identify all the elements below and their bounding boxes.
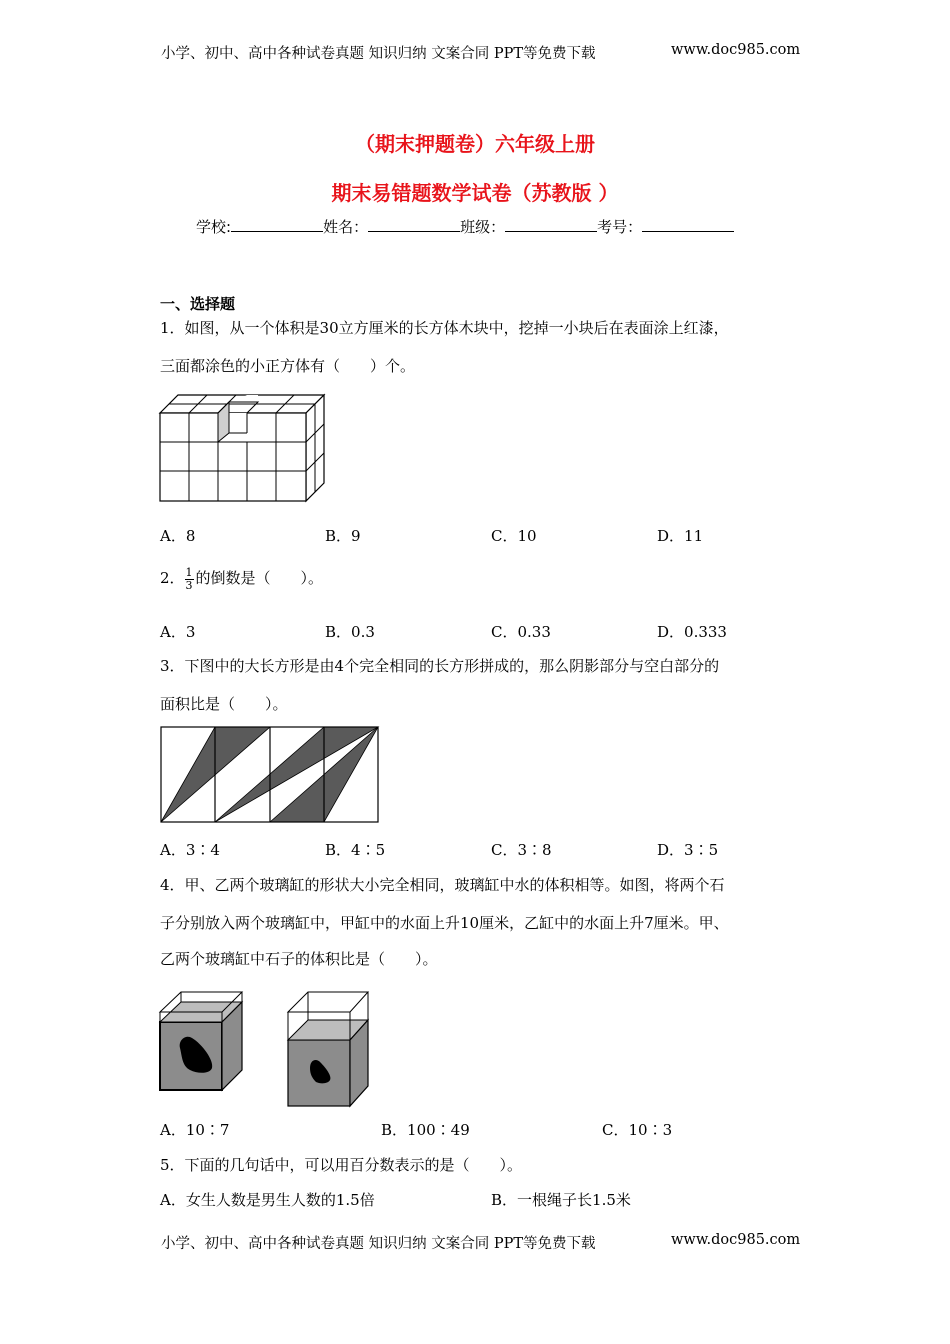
q3-option-c[interactable]: C．3∶8 <box>491 841 552 859</box>
q5-option-a[interactable]: A．女生人数是男生人数的1.5倍 <box>160 1191 375 1209</box>
q2-option-d[interactable]: D．0.333 <box>657 623 727 641</box>
q2-option-b[interactable]: B．0.3 <box>325 623 375 641</box>
q2-prefix: 2． <box>160 569 185 587</box>
q1-option-b[interactable]: B．9 <box>325 527 361 545</box>
header-text: 小学、初中、高中各种试卷真题 知识归纳 文案合同 PPT等免费下载 <box>161 46 596 62</box>
q4-option-b[interactable]: B．100∶49 <box>381 1121 470 1139</box>
q2-fraction <box>185 567 194 592</box>
q3-option-b[interactable]: B．4∶5 <box>325 841 386 859</box>
q3-option-a[interactable]: A．3∶4 <box>160 841 220 859</box>
q2-option-a[interactable]: A．3 <box>160 623 196 641</box>
number-blank[interactable] <box>642 217 734 232</box>
q4-tank-jia-figure <box>158 990 248 1094</box>
q4-option-c[interactable]: C．10∶3 <box>602 1121 673 1139</box>
q5-option-b[interactable]: B．一根绳子长1.5米 <box>491 1191 631 1209</box>
q4-text-line-3: 乙两个玻璃缸中石子的体积比是（ ）。 <box>160 950 438 968</box>
q1-text-line-1: 1．如图，从一个体积是30立方厘米的长方体木块中，挖掉一小块后在表面涂上红漆， <box>160 319 729 337</box>
q2-fraction-numerator: 1 <box>185 565 193 579</box>
name-label: 姓名： <box>323 218 369 236</box>
header-site[interactable]: www.doc985.com <box>671 42 801 58</box>
title-line-1: （期末押题卷）六年级上册 <box>355 132 595 156</box>
q2-text <box>160 563 323 593</box>
q1-option-a[interactable]: A．8 <box>160 527 196 545</box>
q3-text-line-2: 面积比是（ ）。 <box>160 695 288 713</box>
q2-option-c[interactable]: C．0.33 <box>491 623 551 641</box>
student-info-line <box>196 216 734 237</box>
q3-rectangle-figure <box>161 727 380 823</box>
q2-suffix: 的倒数是（ ）。 <box>195 569 324 587</box>
title-line-2: 期末易错题数学试卷（苏教版 ） <box>331 181 619 205</box>
q4-text-line-2: 子分别放入两个玻璃缸中，甲缸中的水面上升10厘米，乙缸中的水面上升7厘米。甲、 <box>160 914 729 932</box>
q1-option-d[interactable]: D．11 <box>657 527 704 545</box>
section-heading: 一、选择题 <box>160 295 236 313</box>
q1-text-line-2: 三面都涂色的小正方体有（ ）个。 <box>160 357 416 375</box>
q3-option-d[interactable]: D．3∶5 <box>657 841 719 859</box>
q1-cuboid-figure <box>158 393 328 505</box>
q5-text-line-1: 5．下面的几句话中，可以用百分数表示的是（ ）。 <box>160 1156 523 1174</box>
q3-text-line-1: 3．下图中的大长方形是由4个完全相同的长方形拼成的，那么阴影部分与空白部分的 <box>160 657 720 675</box>
name-blank[interactable] <box>368 217 460 232</box>
q4-option-a[interactable]: A．10∶7 <box>160 1121 230 1139</box>
school-label: 学校: <box>196 218 232 236</box>
q1-option-c[interactable]: C．10 <box>491 527 537 545</box>
class-blank[interactable] <box>505 217 597 232</box>
q4-tank-yi-figure <box>286 990 372 1120</box>
q4-text-line-1: 4．甲、乙两个玻璃缸的形状大小完全相同，玻璃缸中水的体积相等。如图，将两个石 <box>160 876 725 894</box>
number-label: 考号： <box>597 218 643 236</box>
q2-fraction-denominator: 3 <box>185 578 193 592</box>
class-label: 班级： <box>460 218 506 236</box>
footer-text: 小学、初中、高中各种试卷真题 知识归纳 文案合同 PPT等免费下载 <box>161 1236 596 1252</box>
school-blank[interactable] <box>231 217 323 232</box>
footer-site[interactable]: www.doc985.com <box>671 1232 801 1248</box>
